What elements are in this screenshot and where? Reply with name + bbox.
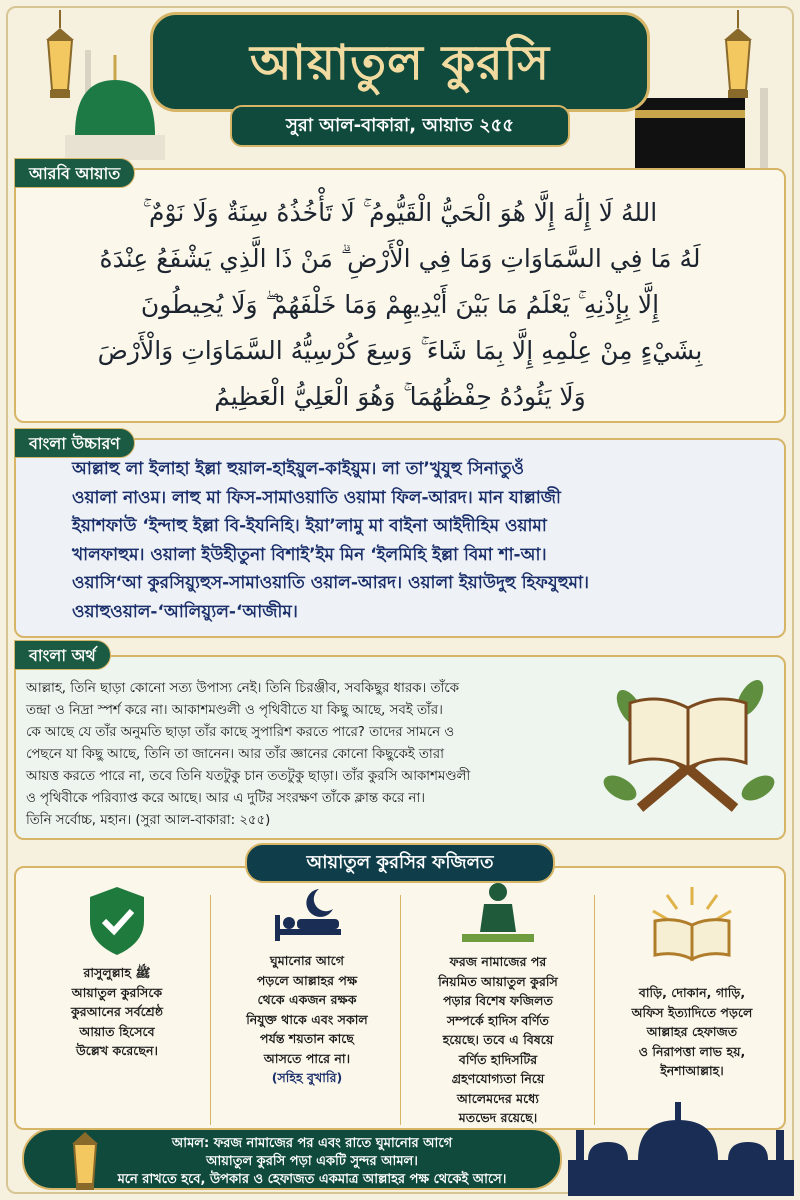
arabic-line: وَلَا يَئُودُهُ حِفْظُهُمَا ۚ وَهُوَ الْعَلِيُّ الْعَظِيمُ (214, 382, 586, 411)
virtue-line: মতভেদ রয়েছে। (458, 1110, 538, 1125)
page-subtitle: সুরা আল-বাকারা, আয়াত ২৫৫ (230, 105, 570, 147)
footer-line: আয়াতুল কুরসি পড়া একটি সুন্দর আমল। (206, 1154, 418, 1169)
mosque-dome-icon (55, 45, 165, 160)
arabic-line: إِلَّا بِإِذْنِهِ ۚ يَعْلَمُ مَا بَيْنَ أَيْدِيهِمْ وَمَا خَلْفَهُمْ ۖ وَلَا يُحِيطُونَ (140, 290, 660, 319)
translit-line: খালফাহুম। ওয়ালা ইউহীতুনা বিশাই’ইম মিন ‘ইলমিহি ইল্লা বিমা শা-আ। (72, 544, 547, 565)
virtue-line: ও নিরাপত্তা লাভ হয়, (638, 1043, 746, 1059)
virtue-line: নিয়মিত আয়াতুল কুরসি (438, 973, 558, 989)
quran-on-stand-icon (600, 668, 775, 823)
footer-line: মনে রাখতে হবে, উপকার ও হেফাজত একমাত্র আল্লাহর পক্ষ থেকেই আসে। (117, 1172, 507, 1187)
virtue-line: পড়লে আল্লাহর পক্ষ (256, 972, 358, 988)
virtue-line: গ্রহণযোগ্যতা নিয়ে (451, 1071, 545, 1086)
virtue-line: অফিস ইত্যাদিতে পড়লে (631, 1004, 753, 1020)
virtue-card (602, 885, 782, 1081)
divider (594, 895, 595, 1125)
virtue-line: রাসুলুল্লাহ ﷺ (83, 965, 151, 980)
shield-check-icon (86, 885, 148, 957)
glowing-book-icon (647, 885, 737, 965)
virtue-line: ঘুমানোর আগে (270, 953, 344, 968)
virtue-line: উল্লেখ করেছেন। (76, 1043, 158, 1058)
divider (210, 895, 211, 1125)
virtue-line: নিযুক্ত থাকে এবং সকাল (246, 1011, 368, 1027)
translit-line: ওয়াসি‘আ কুরসিয়্যুহুস-সামাওয়াতি ওয়াল-আরদ। ওয়ালা ইয়াউদুহু হিফযুহুমা। (72, 573, 590, 593)
translit-line: ইয়াশফাউ ‘ইন্দাহু ইল্লা বি-ইযনিহি। ইয়া’লামু মা বাইনা আইদীহিম ওয়ামা (72, 516, 547, 536)
translit-tag: বাংলা উচ্চারণ (14, 428, 135, 458)
translit-line: ওয়ালা নাওম। লাহু মা ফিস-সামাওয়াতি ওয়ামা ফিল-আরদ। মান যাল্লাজী (72, 487, 561, 508)
arabic-line: لَهُ مَا فِي السَّمَاوَاتِ وَمَا فِي الْأَرْضِ ۗ مَنْ ذَا الَّذِي يَشْفَعُ عِنْدَهُ (99, 244, 701, 273)
virtue-card (410, 880, 586, 1128)
transliteration (72, 455, 782, 626)
virtue-line: হয়েছে। তবে এ বিষয়ে (442, 1032, 554, 1047)
spacer (602, 971, 782, 983)
meaning-line: আল্লাহ, তিনি ছাড়া কোনো সত্য উপাস্য নেই। তিনি চিরঞ্জীব, সবকিছুর ধারক। তাঁকে (26, 681, 459, 696)
kaaba-icon (630, 88, 795, 168)
translit-line: ওয়াহুওয়াল-‘আলিয়্যুল-‘আজীম। (72, 601, 298, 622)
arabic-line: بِشَيْءٍ مِنْ عِلْمِهِ إِلَّا بِمَا شَاءَ ۚ وَسِعَ كُرْسِيُّهُ السَّمَاوَاتِ وَالْأَرْضَ (97, 336, 703, 365)
footer-line: আমল: ফরজ নামাজের পর এবং রাতে ঘুমানোর আগে (171, 1136, 453, 1151)
virtue-line: আলেমদের মধ্যে (457, 1090, 539, 1106)
arabic-tag: আরবি আয়াত (14, 158, 135, 188)
title-banner (150, 12, 650, 112)
meaning-text (26, 678, 596, 832)
meaning-line: কে আছে যে তাঁর অনুমতি ছাড়া তাঁর কাছে সুপারিশ করতে পারে? তাদের সামনে ও (26, 725, 455, 740)
mosque-silhouette-icon (568, 1100, 794, 1196)
meaning-line: তিনি সর্বোচ্চ, মহান। (সুরা আল-বাকারা: ২৫৫) (26, 813, 271, 828)
virtue-line: কুরআনের সর্বশ্রেষ্ঠ (70, 1004, 164, 1019)
virtue-line: বাড়ি, দোকান, গাড়ি, (638, 985, 746, 1000)
praying-person-icon (458, 880, 538, 946)
virtue-line: পর্যন্ত শয়তান কাছে (260, 1031, 354, 1046)
footer-note (22, 1128, 562, 1190)
virtue-line: আল্লাহর হেফাজত (646, 1024, 738, 1039)
virtue-line: আসতে পারে না। (263, 1050, 351, 1066)
meaning-line: তন্দ্রা ও নিদ্রা স্পর্শ করে না। আকাশমণ্ডলী ও পৃথিবীতে যা কিছু আছে, সবই তাঁর। (26, 703, 443, 718)
virtue-line: আয়াতুল কুরসিকে (71, 984, 163, 1000)
page-title: আয়াতুল কুরসি (249, 35, 551, 91)
meaning-tag: বাংলা অর্থ (14, 640, 111, 670)
meaning-line: ও পৃথিবীকে পরিব্যাপ্ত করে আছে। আর এ দুটির সংরক্ষণ তাঁকে ক্লান্ত করে না। (26, 791, 425, 806)
arabic-verse (30, 190, 770, 420)
translit-line: আল্লাহু লা ইলাহা ইল্লা হুয়াল-হাইয়ুল-কাইয়ুম। লা তা’খুযুহু সিনাতুওঁ (72, 459, 525, 479)
virtue-line: থেকে একজন রক্ষক (257, 992, 357, 1007)
meaning-line: আয়ত্ত করতে পারে না, তবে তিনি যতটুকু চান ততটুকু ছাড়া। তাঁর কুরসি আকাশমণ্ডলী (26, 769, 471, 784)
virtue-source: (সহিহ বুখারি) (271, 1070, 343, 1085)
virtue-card (32, 885, 202, 1061)
virtue-line: পড়ার বিশেষ ফজিলত (443, 993, 553, 1008)
virtue-card (222, 885, 392, 1088)
virtue-line: ইনশাআল্লাহ। (660, 1063, 724, 1078)
virtue-line: আয়াত হিসেবে (79, 1023, 155, 1039)
arabic-line: اللهُ لَا إِلَٰهَ إِلَّا هُوَ الْحَيُّ الْقَيُّومُ ۚ لَا تَأْخُذُهُ سِنَةٌ وَلَا نَوْمٌ ۚ (142, 198, 658, 227)
divider (400, 895, 401, 1125)
virtue-line: সম্পর্কে হাদিস বর্ণিত (446, 1012, 550, 1028)
virtue-line: বর্ণিত হাদিসটির (458, 1051, 538, 1067)
sleeping-moon-icon (267, 885, 347, 945)
virtue-line: ফরজ নামাজের পর (449, 954, 547, 969)
meaning-line: পেছনে যা কিছু আছে, তিনি তা জানেন। আর তাঁর জ্ঞানের কোনো কিছুকেই তারা (26, 747, 444, 762)
virtues-title: আয়াতুল কুরসির ফজিলত (245, 843, 555, 883)
footer-lantern-icon (68, 1126, 102, 1192)
